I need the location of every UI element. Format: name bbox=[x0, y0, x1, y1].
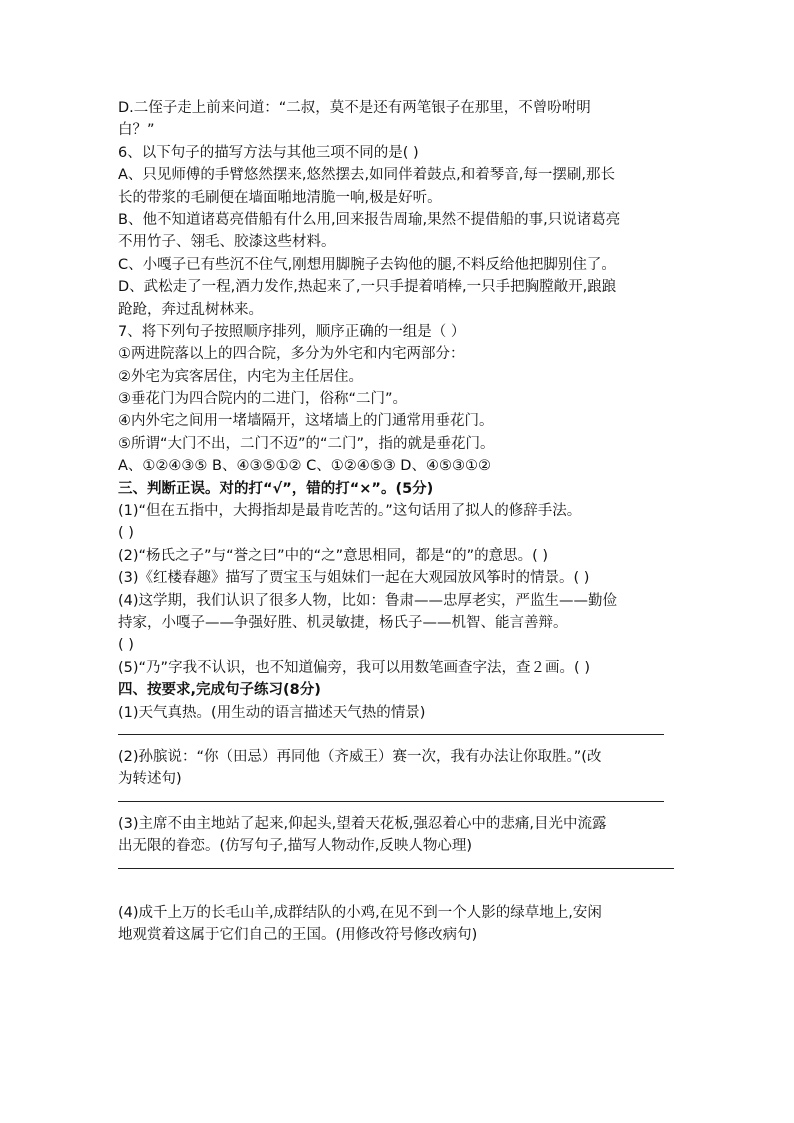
text-line: D.二侄子走上前来问道：“二叔，莫不是还有两笔银子在那里，不曾吩咐明 bbox=[118, 100, 591, 116]
text-line: ①两进院落以上的四合院，多分为外宅和内宅两部分： bbox=[118, 346, 465, 363]
text-line: 不用竹子、翎毛、胶漆这些材料。 bbox=[118, 234, 336, 251]
text-line: ③垂花门为四合院内的二进门，俗称“二门”。 bbox=[118, 391, 408, 408]
text-line: A、只见师傅的手臂悠然摆来,悠然摆去,如同伴着鼓点,和着琴音,每一摆刷,那长 bbox=[118, 167, 615, 184]
answer-bracket: ( ) bbox=[118, 637, 134, 654]
answer-bracket: ( ) bbox=[118, 525, 134, 542]
text-line: ②外宅为宾客居住，内宅为主任居住。 bbox=[118, 368, 363, 385]
answer-line bbox=[118, 791, 678, 813]
text-line: C、小嘎子已有些沉不住气,刚想用脚腕子去钩他的腿,不料反给他把脚别住了。 bbox=[118, 256, 616, 273]
text-line: (1)天气真热。(用生动的语言描述天气热的情景) bbox=[118, 704, 426, 721]
text-line: D、武松走了一程,酒力发作,热起来了,一只手提着哨棒,一只手把胸膛敞开,踉踉 bbox=[118, 279, 617, 296]
text-line: 地观赏着这属于它们自己的王国。(用修改符号修改病句) bbox=[118, 926, 478, 943]
text-line: 为转述句) bbox=[118, 771, 182, 788]
text-line: 跄跄，奔过乱树林来。 bbox=[118, 301, 263, 318]
answer-line bbox=[118, 858, 678, 880]
text-line: (3)主席不由主地站了起来,仰起头,望着天花板,强忍着心中的悲痛,目光中流露 bbox=[118, 815, 607, 832]
text-line: 白？” bbox=[118, 122, 155, 139]
text-line: 持家，小嘎子——争强好胜、机灵敏捷，杨氏子——机智、能言善辩。 bbox=[118, 614, 568, 631]
text-line: (4)成千上万的长毛山羊,成群结队的小鸡,在见不到一个人影的绿草地上,安闲 bbox=[118, 904, 602, 921]
section-3-heading: 三、判断正误。对的打“√”，错的打“×”。(5分) bbox=[118, 480, 434, 497]
text-line: (2)“杨氏之子”与“誉之曰”中的“之”意思相同，都是“的”的意思。( ) bbox=[118, 547, 549, 564]
question-7-stem: 7、将下列句子按照顺序排列，顺序正确的一组是（ ） bbox=[118, 323, 466, 340]
text-line: (2)孙膑说：“你（田忌）再同他（齐威王）赛一次，我有办法让你取胜。”(改 bbox=[118, 748, 602, 765]
text-line: 出无限的眷恋。(仿写句子,描写人物动作,反映人物心理) bbox=[118, 838, 473, 855]
text-line: (1)“但在五指中，大拇指却是最肯吃苦的。”这句话用了拟人的修辞手法。 bbox=[118, 503, 582, 520]
section-4-heading: 四、按要求,完成句子练习(8分) bbox=[118, 682, 321, 699]
text-line: B、他不知道诸葛亮借船有什么用,回来报告周瑜,果然不提借船的事,只说诸葛亮 bbox=[118, 211, 621, 228]
text-line: ⑤所谓“大门不出，二门不迈”的“二门”，指的就是垂花门。 bbox=[118, 435, 495, 452]
exam-content bbox=[118, 97, 678, 946]
answer-line bbox=[118, 724, 678, 746]
text-line: 长的带浆的毛刷便在墙面啪地清脆一响,极是好听。 bbox=[118, 189, 442, 206]
text-line: (3)《红楼春趣》描写了贾宝玉与姐妹们一起在大观园放风筝时的情景。( ) bbox=[118, 570, 590, 587]
question-7-options: A、①②④③⑤ B、④③⑤①② C、①②④⑤③ D、④⑤③①② bbox=[118, 458, 491, 475]
text-line: ④内外宅之间用一堵墙隔开，这堵墙上的门通常用垂花门。 bbox=[118, 413, 494, 430]
question-6-stem: 6、以下句子的描写方法与其他三项不同的是( ) bbox=[118, 144, 419, 161]
text-line: (4)这学期，我们认识了很多人物，比如：鲁肃——忠厚老实，严监生——勤俭 bbox=[118, 592, 618, 609]
text-line: (5)“乃”字我不认识，也不知道偏旁，我可以用数笔画查字法，查２画。( ) bbox=[118, 659, 590, 676]
